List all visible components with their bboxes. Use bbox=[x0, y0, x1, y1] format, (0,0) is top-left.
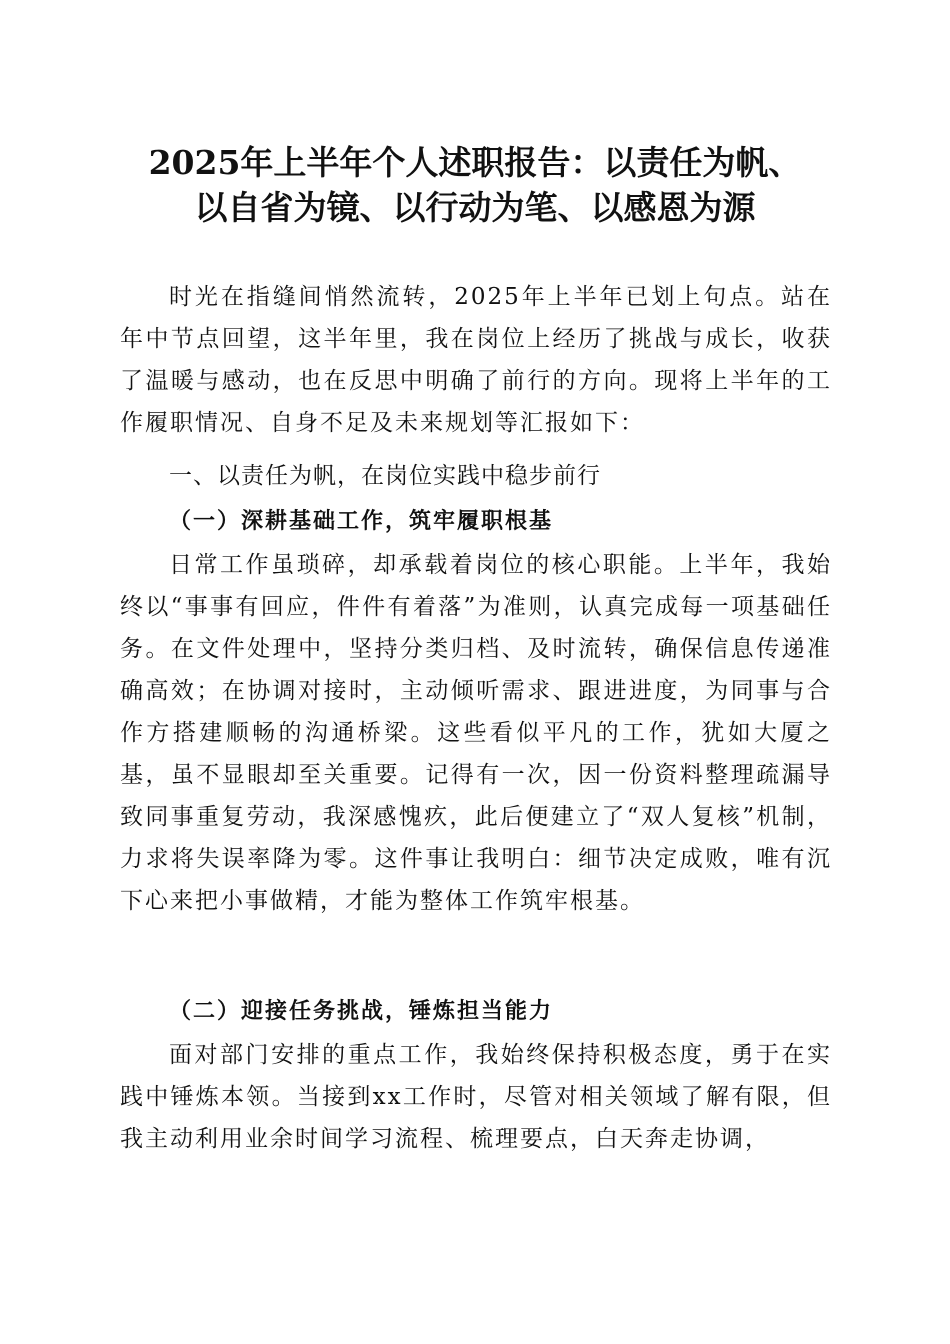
document-title-line-1: 2025年上半年个人述职报告：以责任为帆、 bbox=[148, 143, 802, 182]
subsection-1-paragraph: 日常工作虽琐碎，却承载着岗位的核心职能。上半年，我始终以“事事有回应，件件有着落”为准则，认真完成每一项基础任务。在文件处理中，坚持分类归档、及时流转，确保信息传递准确高效；在协调对接时，主动倾听需求、跟进进度，为同事与合作方搭建顺畅的沟通桥梁。这些看似平凡的工作，犹如大厦之基，虽不显眼却至关重要。记得有一次，因一份资料整理疏漏导致同事重复劳动，我深感愧疚，此后便建立了“双人复核”机制，力求将失误率降为零。这件事让我明白：细节决定成败，唯有沉下心来把小事做精，才能为整体工作筑牢根基。 bbox=[120, 552, 832, 914]
document-title-line-2: 以自省为镜、以行动为笔、以感恩为源 bbox=[194, 188, 756, 227]
intro-paragraph: 时光在指缝间悄然流转，2025年上半年已划上句点。站在年中节点回望，这半年里，我在岗位上经历了挑战与成长，收获了温暖与感动，也在反思中明确了前行的方向。现将上半年的工作履职情况、自身不足及未来规划等汇报如下： bbox=[120, 284, 832, 436]
subsection-2-paragraph: 面对部门安排的重点工作，我始终保持积极态度，勇于在实践中锤炼本领。当接到xx工作时，尽管对相关领域了解有限，但我主动利用业余时间学习流程、梳理要点，白天奔走协调， bbox=[120, 1042, 832, 1152]
section-1-heading: 一、以责任为帆，在岗位实践中稳步前行 bbox=[169, 463, 601, 489]
subsection-2-heading: （二）迎接任务挑战，锤炼担当能力 bbox=[169, 998, 554, 1024]
subsection-1-heading: （一）深耕基础工作，筑牢履职根基 bbox=[169, 508, 554, 534]
